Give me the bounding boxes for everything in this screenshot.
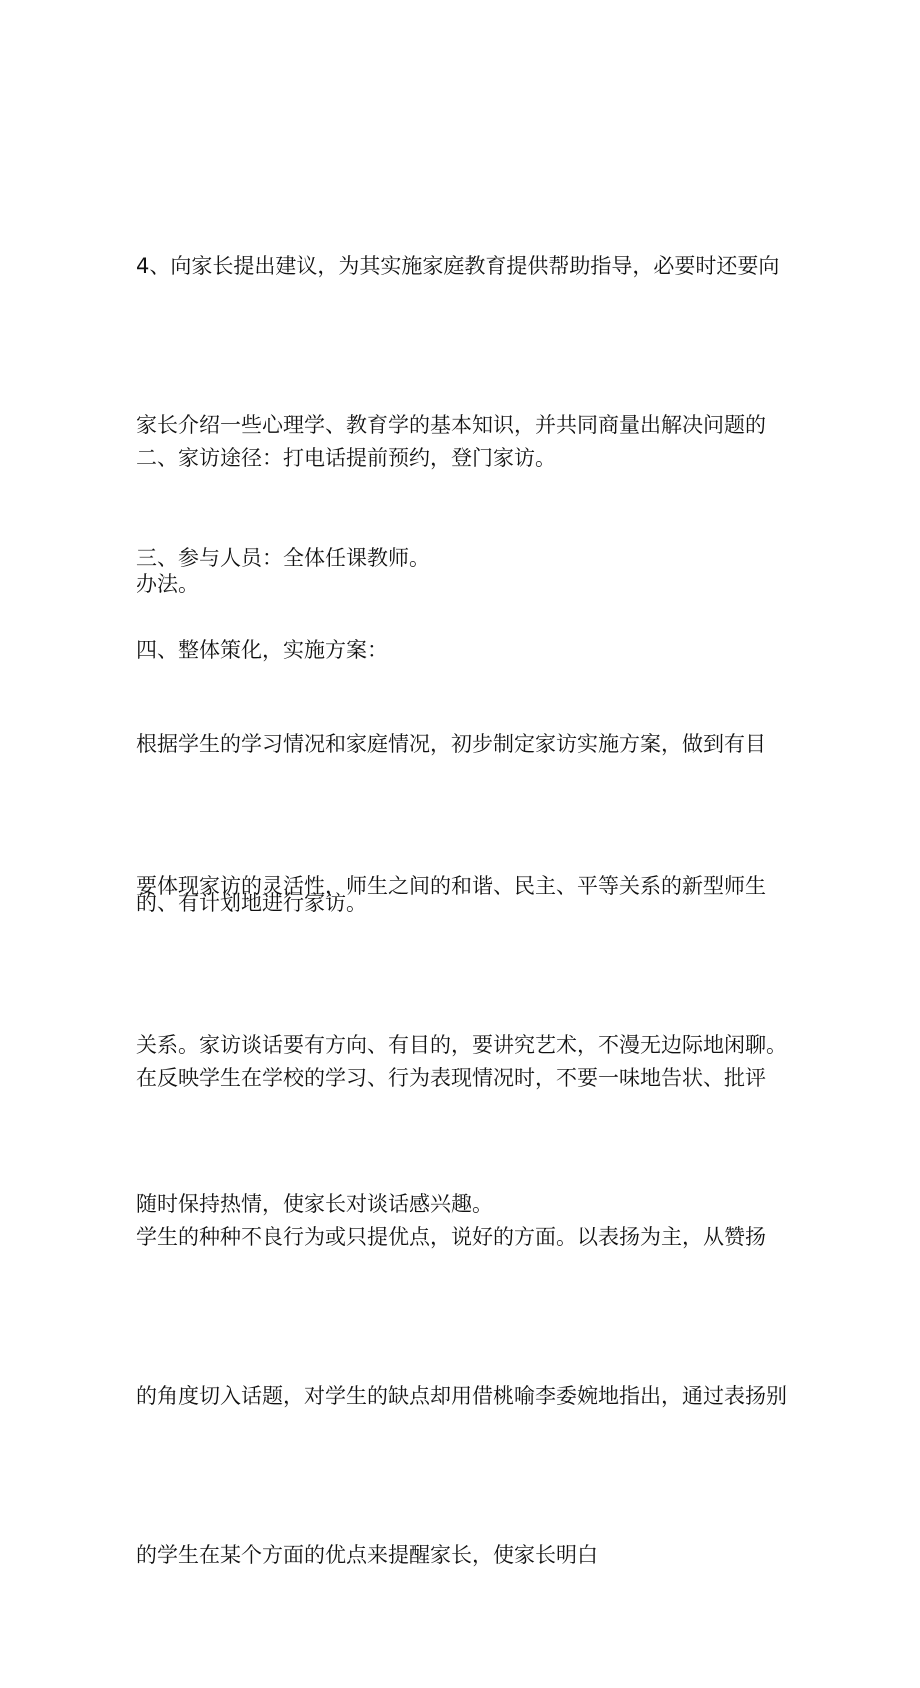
paragraph-reporting-student-behavior [136, 946, 796, 1688]
paragraph-line: 关系。家访谈话要有方向、有目的，要讲究艺术，不漫无边际地闲聊。 [136, 1033, 787, 1057]
paragraph-line: 家长介绍一些心理学、教育学的基本知识，并共同商量出解决问题的 [136, 413, 766, 437]
paragraph-line: 在反映学生在学校的学习、行为表现情况时，不要一味地告状、批评 [136, 1066, 766, 1090]
paragraph-line: 根据学生的学习情况和家庭情况，初步制定家访实施方案，做到有目 [136, 732, 766, 756]
paragraph-line: 学生的种种不良行为或只提优点，说好的方面。以表扬为主，从赞扬 [136, 1225, 766, 1249]
paragraph-line: 的学生在某个方面的优点来提醒家长，使家长明白 [136, 1543, 598, 1567]
paragraph-line: 的角度切入话题，对学生的缺点却用借桃喻李委婉地指出，通过表扬别 [136, 1384, 787, 1408]
paragraph-line: 三、参与人员：全体任课教师。 [136, 546, 430, 570]
paragraph-line: 办法。 [136, 572, 199, 596]
paragraph-line: 要体现家访的灵活性，师生之间的和谐、民主、平等关系的新型师生 [136, 874, 766, 898]
paragraph-line: 4、向家长提出建议，为其实施家庭教育提供帮助指导，必要时还要向 [136, 254, 780, 278]
paragraph-line: 随时保持热情，使家长对谈话感兴趣。 [136, 1192, 493, 1216]
paragraph-line: 二、家访途径：打电话提前预约，登门家访。 [136, 446, 556, 470]
paragraph-line: 的、有计划地进行家访。 [136, 891, 367, 915]
paragraph-line: 四、整体策化，实施方案： [136, 638, 388, 662]
